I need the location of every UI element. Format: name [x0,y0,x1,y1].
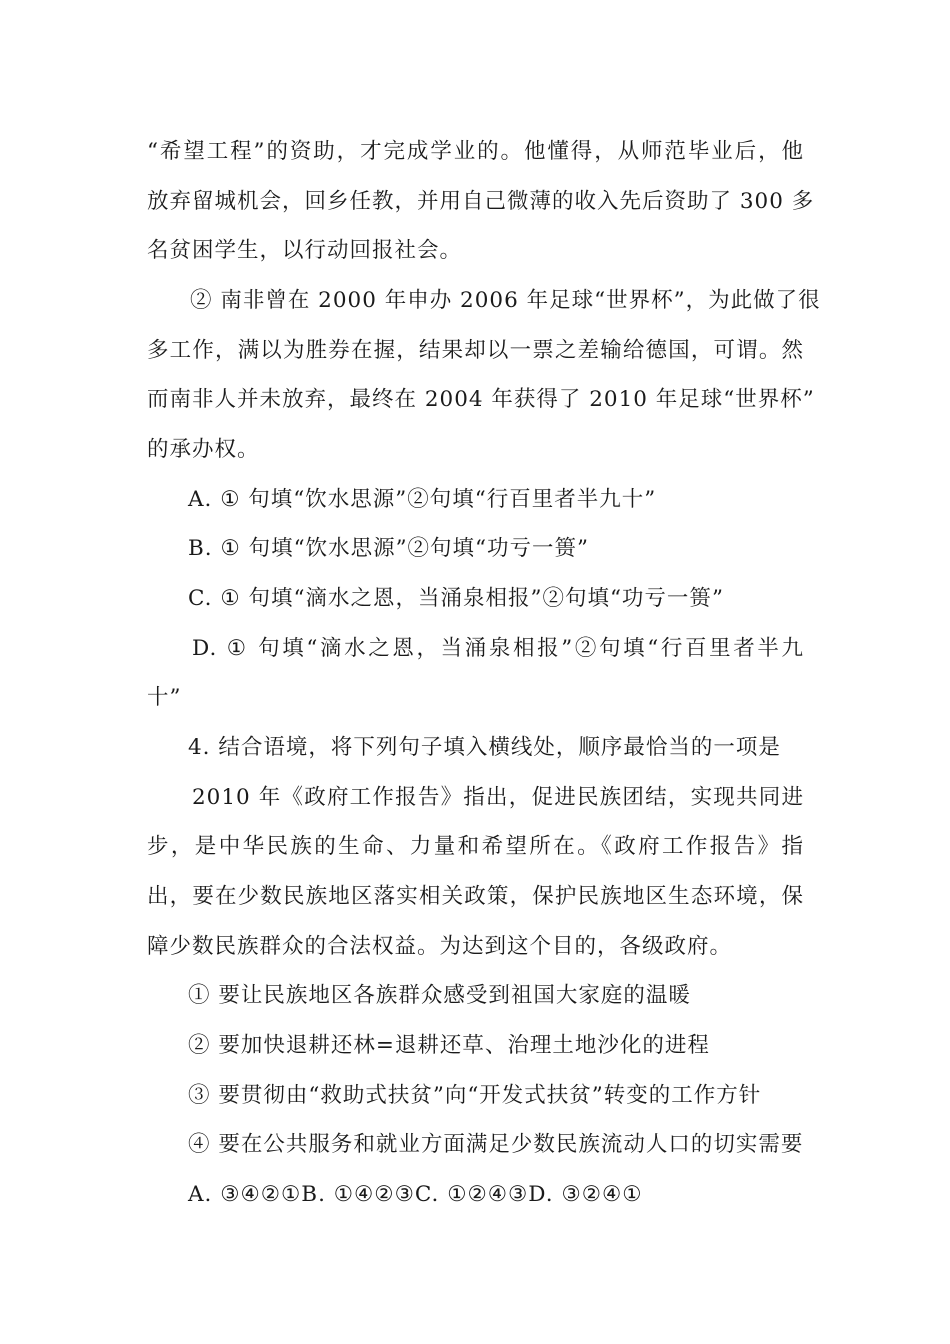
sentence-item: ① 要让民族地区各族群众感受到祖国大家庭的温暖 [188,983,691,1008]
option-line: A. ① 句填“饮水思源”②句填“行百里者半九十” [188,487,657,512]
option-line: C. ① 句填“滴水之恩，当涌泉相报”②句填“功亏一篑” [188,586,724,611]
text-line: ② 南非曾在 2000 年申办 2006 年足球“世界杯”，为此做了很 [190,288,821,313]
text-line: 多工作，满以为胜券在握，结果却以一票之差输给德国，可谓。然 [147,338,804,363]
text-line: 的承办权。 [147,437,260,462]
text-line: “希望工程”的资助，才完成学业的。他懂得，从师范毕业后，他 [147,139,804,164]
sentence-item: ④ 要在公共服务和就业方面满足少数民族流动人口的切实需要 [188,1132,804,1157]
option-line: B. ① 句填“饮水思源”②句填“功亏一篑” [188,536,590,561]
sentence-item: ② 要加快退耕还林=退耕还草、治理土地沙化的进程 [188,1033,710,1058]
text-line: 出，要在少数民族地区落实相关政策，保护民族地区生态环境，保 [147,884,804,909]
option-line: 十” [147,685,182,710]
text-line: 放弃留城机会，回乡任教，并用自己微薄的收入先后资助了 300 多 [147,189,815,214]
text-line: 而南非人并未放弃，最终在 2004 年获得了 2010 年足球“世界杯” [147,387,815,412]
answer-options: A. ③④②①B. ①④②③C. ①②④③D. ③②④① [188,1182,643,1207]
question-title: 4. 结合语境，将下列句子填入横线处，顺序最恰当的一项是 [188,735,781,760]
text-line: 步，是中华民族的生命、力量和希望所在。《政府工作报告》指 [147,834,804,859]
option-line: D. ① 句填“滴水之恩，当涌泉相报”②句填“行百里者半九 [192,636,804,661]
text-line: 名贫困学生，以行动回报社会。 [147,238,463,263]
sentence-item: ③ 要贯彻由“救助式扶贫”向“开发式扶贫”转变的工作方针 [188,1083,762,1108]
text-line: 障少数民族群众的合法权益。为达到这个目的，各级政府。 [147,934,733,959]
text-line: 2010 年《政府工作报告》指出，促进民族团结，实现共同进 [192,785,804,810]
